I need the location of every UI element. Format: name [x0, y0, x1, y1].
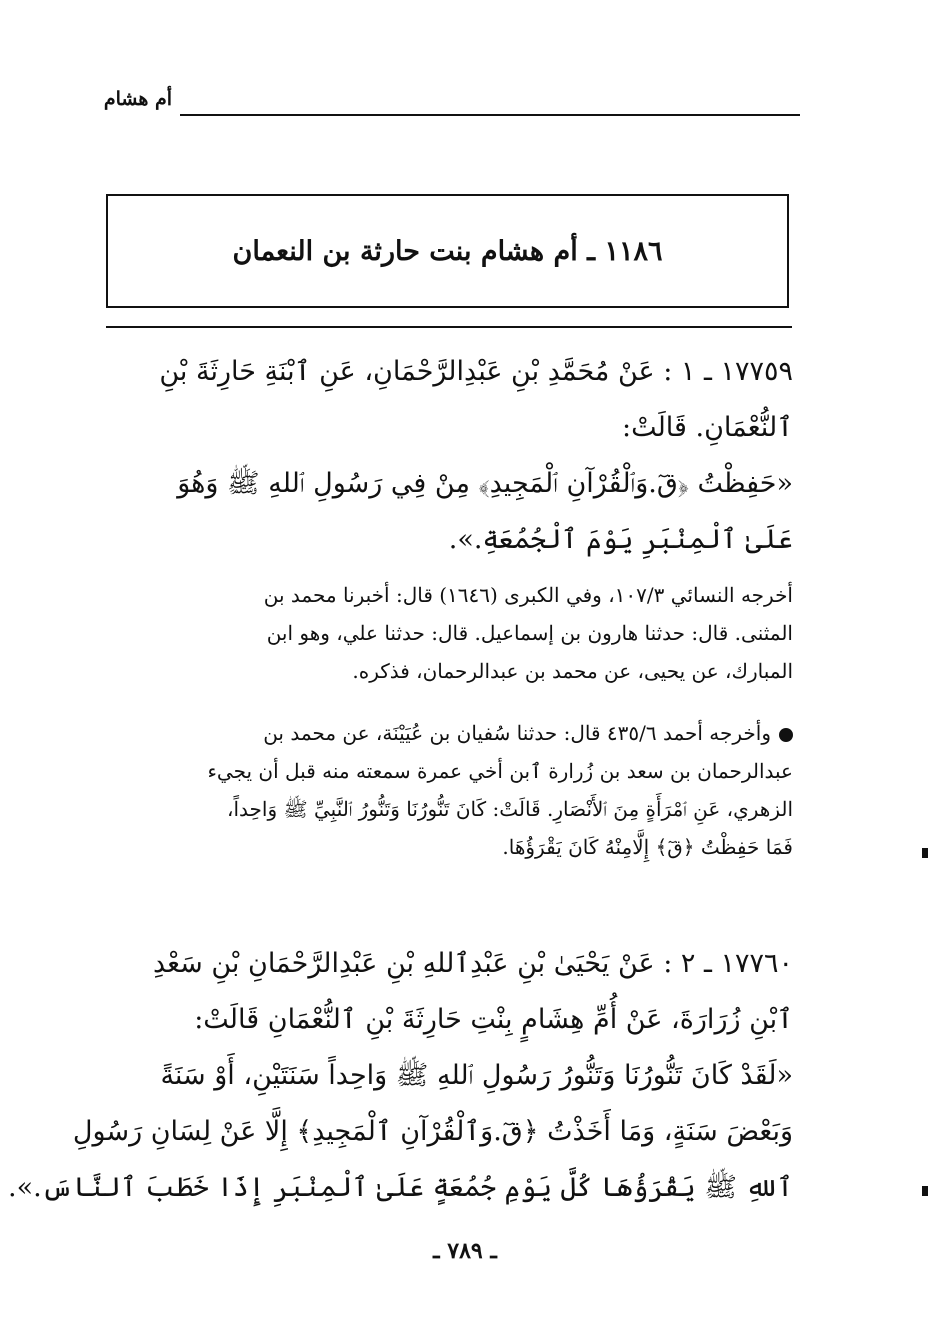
hadith-2-line: ٱبْنِ زُرَارَةَ، عَنْ أُمِّ هِشَامٍ بِنْتِ حَارِثَةَ بْنِ ٱلنُّعْمَانِ قَالَتْ: [194, 1004, 793, 1035]
note-2-line-text: وأخرجه أحمد ٤٣٥/٦ قال: حدثنا سُفيان بن عُيَيْنَة، عن محمد بن [263, 721, 771, 745]
note-2-line: الزهري، عَنِ ٱمْرَأَةٍ مِنَ ٱلأَنْصَارِ. قَالَتْ: كَانَ تَنُّورُنَا وَتَنُّورُ ٱلنَّبِيِّ ﷺ وَاحِداً، [227, 797, 793, 821]
hadith-1-line: «حَفِظْتُ ﴿قٓ.وَٱلْقُرْآنِ ٱلْمَجِيدِ﴾ مِنْ فِي رَسُولِ ٱللهِ ﷺ وَهُوَ [177, 468, 793, 499]
title-underline-rule [106, 326, 792, 328]
hadith-2-line: «لَقَدْ كَانَ تَنُّورُنَا وَتَنُّورُ رَسُولِ ٱللهِ ﷺ وَاحِداً سَنَتَيْنِ، أَوْ سَنَةً [160, 1060, 793, 1091]
running-header: أم هشام [103, 88, 172, 110]
note-2-line: عبدالرحمان بن سعد بن زُرارة ٱبن أخي عمرة سمعته منه قبل أن يجيء [207, 759, 793, 783]
hadith-2-line: ٱللهِ ﷺ يَقْرَؤُهَا كُلَّ يَوْمِ جُمُعَةٍ عَلَىٰ ٱلْمِنْبَرِ إِذَا خَطَبَ ٱلنَّاسَ.». [8, 1172, 793, 1203]
note-2-line: فَمَا حَفِظْتُ ﴿قٓ﴾ إِلَّامِنْهُ كَانَ يَقْرَؤُهَا. [502, 835, 793, 859]
scan-edge-mark [922, 1186, 928, 1196]
bullet-icon [779, 728, 793, 742]
scan-edge-mark [922, 848, 928, 858]
hadith-2-line: ١٧٧٦٠ ـ ٢ : عَنْ يَحْيَىٰ بْنِ عَبْدِٱللهِ بْنِ عَبْدِالرَّحْمَانِ بْنِ سَعْدِ [152, 948, 793, 979]
entry-title: ١١٨٦ ـ أم هشام بنت حارثة بن النعمان [232, 235, 663, 267]
note-1-line: أخرجه النسائي ١٠٧/٣، وفي الكبرى (١٦٤٦) قال: أخبرنا محمد بن [263, 583, 793, 607]
page-number: ـ ٧٨٩ ـ [433, 1238, 497, 1264]
note-2-line [98, 714, 793, 752]
hadith-1-line: عَلَىٰ ٱلْمِنْبَرِ يَوْمَ ٱلْجُمُعَةِ.». [448, 524, 793, 555]
hadith-1-line: ٱلنُّعْمَانِ. قَالَتْ: [621, 412, 793, 443]
entry-title-box [106, 194, 789, 308]
note-1-line: المثنى. قال: حدثنا هارون بن إسماعيل. قال: حدثنا علي، وهو ابن [266, 621, 793, 645]
hadith-2-line: وَبَعْضَ سَنَةٍ، وَمَا أَخَذْتُ ﴿قٓ.وَٱلْقُرْآنِ ٱلْمَجِيدِ﴾ إِلَّا عَنْ لِسَانِ رَسُولِ [72, 1116, 793, 1147]
hadith-1 [98, 344, 793, 568]
takhrij-note-2 [98, 714, 793, 866]
takhrij-note-1 [98, 576, 793, 690]
note-1-line: المبارك، عن يحيى، عن محمد بن عبدالرحمان، فذكره. [352, 659, 793, 683]
header-rule [180, 114, 800, 116]
hadith-2 [8, 936, 793, 1216]
hadith-1-line: ١٧٧٥٩ ـ ١ : عَنْ مُحَمَّدِ بْنِ عَبْدِالرَّحْمَانِ، عَنِ ٱبْنَةِ حَارِثَةَ بْنِ [159, 356, 793, 387]
